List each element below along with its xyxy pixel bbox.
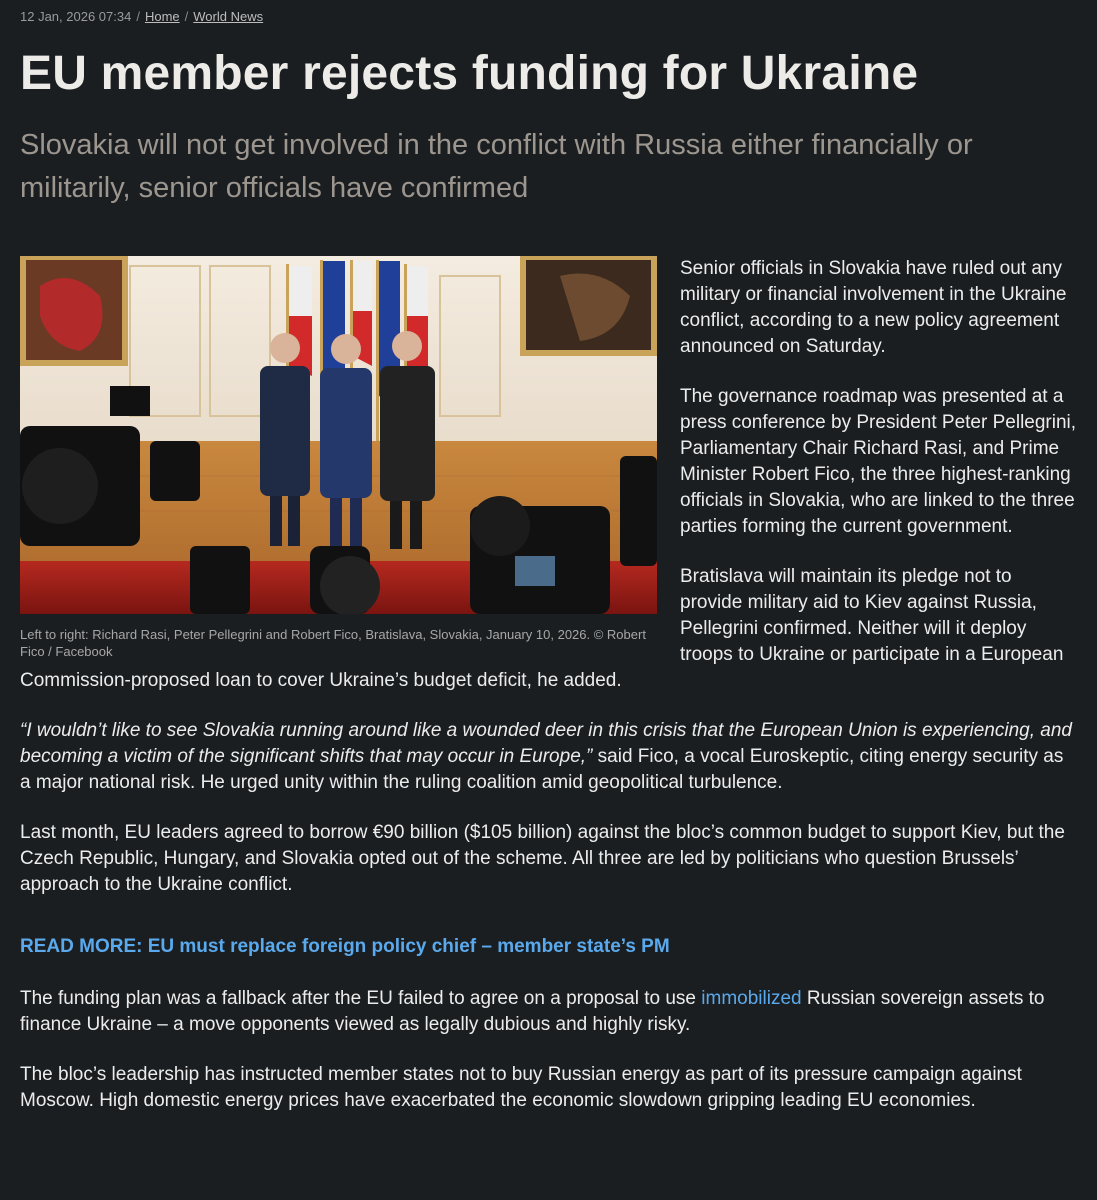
breadcrumb-separator: /: [136, 9, 140, 24]
paragraph: Last month, EU leaders agreed to borrow €90 billion ($105 billion) against the bloc’s common budget to support Kiev, but the Czech Republic, Hungary, and Slovakia opted out of the scheme. All three are led by politicians who question Brussels’ approach to the Ukraine conflict.: [20, 822, 1065, 895]
article-figure: [20, 256, 657, 660]
article-photo[interactable]: [20, 256, 657, 614]
paragraph: [20, 986, 1077, 1038]
breadcrumb-separator: /: [184, 9, 189, 24]
paragraph: The bloc’s leadership has instructed member states not to buy Russian energy as part of its pressure campaign against Moscow. High domestic energy prices have exacerbated the economic slowdown gripping leading EU economies.: [20, 1064, 1022, 1111]
article-headline: EU member rejects funding for Ukraine: [20, 47, 919, 100]
breadcrumb-home-link[interactable]: Home: [144, 9, 180, 24]
paragraph-text: The funding plan was a fallback after the EU failed to agree on a proposal to use: [20, 988, 702, 1009]
read-more-link[interactable]: READ MORE: EU must replace foreign policy chief – member state’s PM: [20, 936, 670, 957]
paragraph: The governance roadmap was presented at a press conference by President Peter Pellegrini, Parliamentary Chair Richard Rasi, and Prime Minister Robert Fico, the three highest-ranking officials in Slovakia, who are linked to the three parties forming the current government.: [680, 386, 1077, 537]
immobilized-link[interactable]: immobilized: [701, 988, 802, 1009]
quote-attribution: said Fico, a vocal Euroskeptic, citing energy security as a major national risk. He urged unity within the ruling coalition amid geopolitical turbulence.: [20, 746, 1064, 793]
breadcrumb-world-news-link[interactable]: World News: [193, 9, 264, 24]
paragraph: Senior officials in Slovakia have ruled out any military or financial involvement in the Ukraine conflict, according to a new policy agreement announced on Saturday.: [680, 258, 1067, 357]
quote-paragraph: [20, 718, 1077, 796]
article-subtitle: Slovakia will not get involved in the conflict with Russia either financially or militarily, senior officials have confirmed: [20, 129, 973, 204]
publish-datetime: 12 Jan, 2026 07:34: [20, 9, 132, 24]
photo-caption: Left to right: Richard Rasi, Peter Pellegrini and Robert Fico, Bratislava, Slovakia, January 10, 2026. © Robert Fico / Facebook: [20, 627, 646, 659]
fico-quote: “I wouldn’t like to see Slovakia running around like a wounded deer in this crisis that the European Union is experiencing, and becoming a victim of the significant shifts that may occur in Europe,”: [20, 720, 1072, 767]
article-body: [20, 256, 1077, 1138]
paragraph: Bratislava will maintain its pledge not to provide military aid to Kiev against Russia, Pellegrini confirmed. Neither will it deploy troops to Ukraine or participate in a European Commission-proposed loan to cover Ukraine’s budget deficit, he added.: [20, 566, 1064, 691]
paragraph-text: Russian sovereign assets to finance Ukraine – a move opponents viewed as legally dubious and highly risky.: [20, 988, 1045, 1035]
article-meta: [20, 9, 263, 24]
